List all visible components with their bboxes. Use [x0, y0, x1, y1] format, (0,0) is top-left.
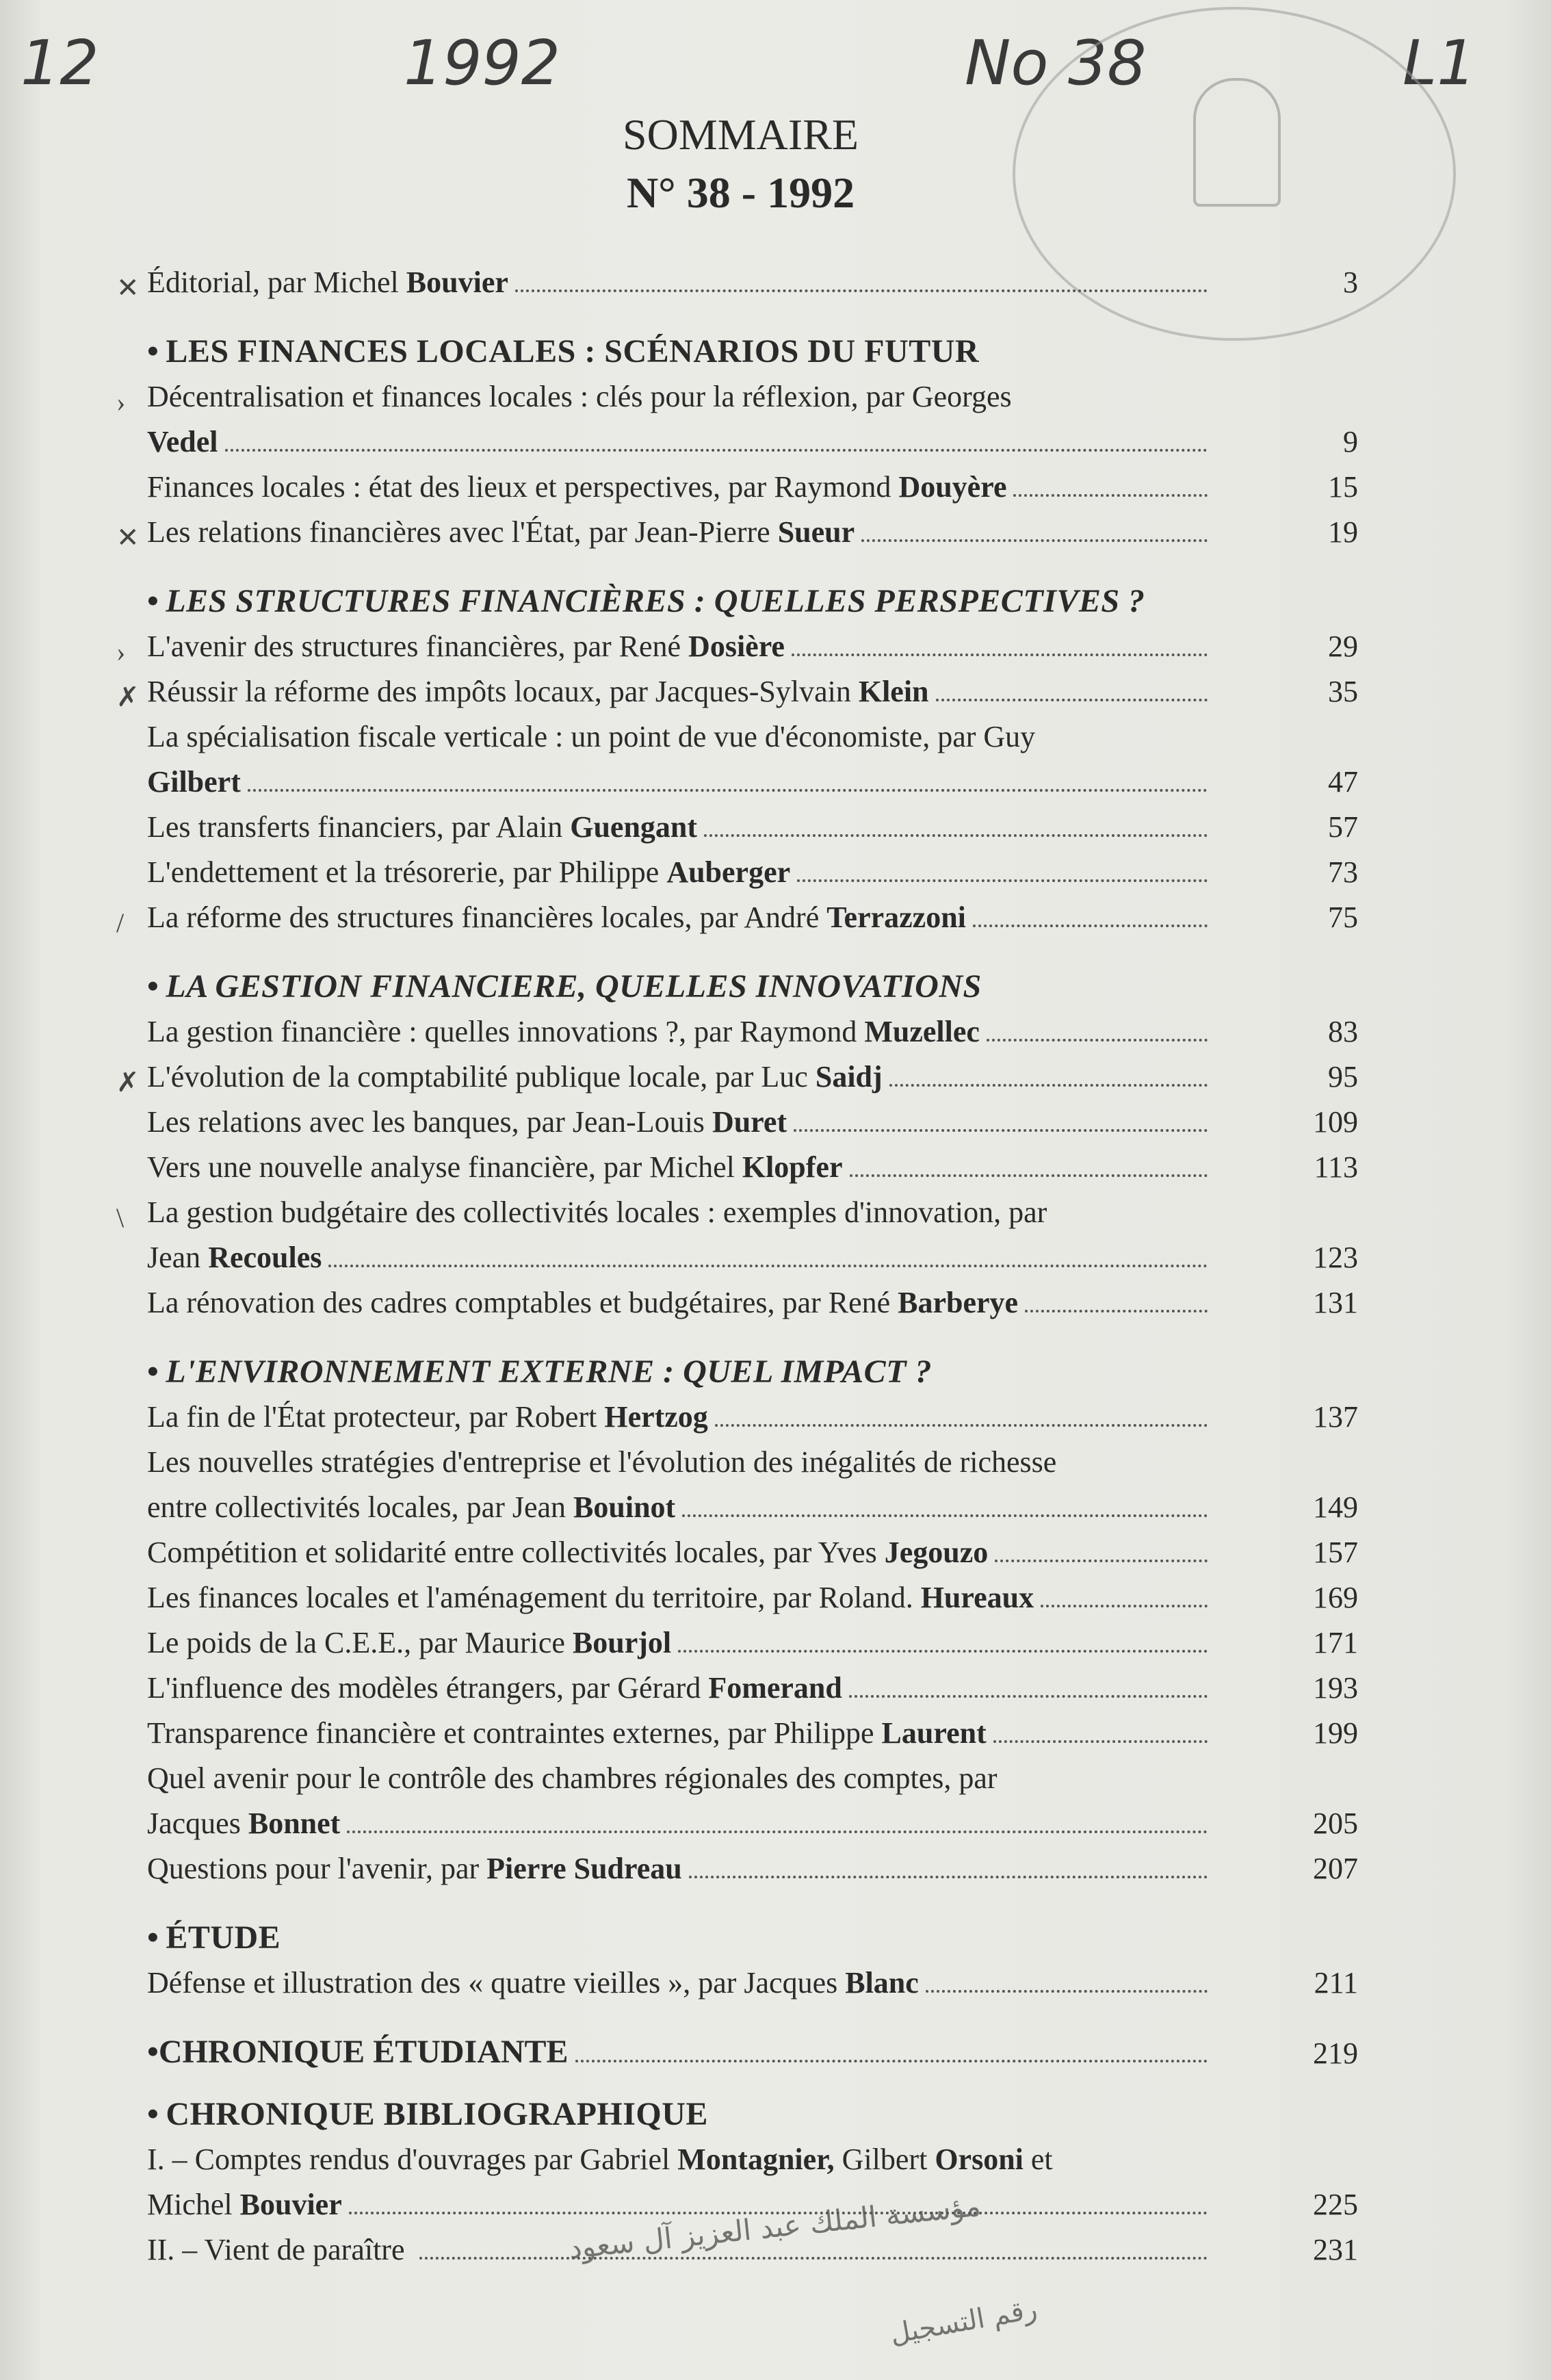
entry-author: Terrazzoni: [826, 901, 966, 934]
entry-page: 35: [1328, 675, 1358, 708]
entry-page: 109: [1313, 1105, 1358, 1139]
check-mark: ›: [116, 387, 126, 417]
entry-page: 113: [1314, 1150, 1358, 1184]
toc-entry: [147, 1100, 1358, 1145]
entry-author: Pierre Sudreau: [486, 1852, 682, 1885]
issue-number: N° 38 - 1992: [626, 168, 855, 217]
toc-entry: [147, 1009, 1358, 1055]
entry-author: Jegouzo: [884, 1536, 989, 1569]
page-title: SOMMAIRE: [623, 110, 859, 159]
toc-entry: [116, 895, 1358, 940]
toc-entry: [116, 374, 1358, 465]
toc-entry: [147, 850, 1358, 895]
entry-author: Douyère: [898, 470, 1007, 504]
entry-page: 171: [1313, 1626, 1358, 1659]
entry-page: 137: [1313, 1400, 1358, 1434]
entry-page: 19: [1328, 515, 1358, 549]
toc-entry: [147, 1440, 1358, 1530]
entry-page: 47: [1328, 765, 1358, 799]
section-heading: • ÉTUDE: [147, 1919, 281, 1956]
entry-title: Les relations avec les banques, par Jean-Louis: [147, 1105, 712, 1139]
entry-page: 15: [1328, 470, 1358, 504]
entry-page: 211: [1314, 1966, 1358, 2000]
toc-entry: [147, 1620, 1358, 1666]
entry-page: 225: [1313, 2188, 1358, 2221]
toc-entry: I. – Comptes rendus d'ouvrages par Gabriel Montagnier, Gilbert Orsoni et Michel Bouvier 225: [147, 2137, 1358, 2227]
entry-page: 219: [1313, 2036, 1358, 2070]
entry-author: Vedel: [147, 425, 218, 458]
entry-title: La réforme des structures financières locales, par André: [147, 901, 827, 934]
toc-entry: [116, 1190, 1358, 1280]
entry-page: 157: [1313, 1536, 1358, 1569]
section-chronique-bibliographique: • CHRONIQUE BIBLIOGRAPHIQUE: [147, 2096, 708, 2132]
entry-title: La rénovation des cadres comptables et budgétaires, par René: [147, 1286, 898, 1319]
handwritten-index: 12: [21, 27, 99, 99]
entry-title: Décentralisation et finances locales : clés pour la réflexion, par Georges: [147, 380, 1012, 413]
section-heading: • L'ENVIRONNEMENT EXTERNE : QUEL IMPACT ?: [147, 1354, 932, 1390]
check-mark: \: [116, 1202, 125, 1233]
sections-container: [116, 333, 1358, 2006]
handwritten-number: No 38: [965, 27, 1147, 99]
toc-entry: [147, 1711, 1358, 1756]
entry-title: Éditorial, par Michel: [147, 266, 406, 299]
toc-entry: [147, 1756, 1358, 1846]
toc-entry: [147, 1280, 1358, 1325]
entry-page: 207: [1313, 1852, 1358, 1885]
check-mark: ›: [116, 636, 126, 667]
check-mark: ✕: [116, 272, 140, 303]
entry-author: Klopfer: [742, 1150, 843, 1184]
entry-author: Laurent: [881, 1716, 987, 1750]
entry-title: L'avenir des structures financières, par René: [147, 630, 689, 663]
entry-page: 199: [1313, 1716, 1358, 1750]
entry-author: Recoules: [208, 1241, 322, 1274]
entry-author: Duret: [712, 1105, 787, 1139]
toc-entry: [116, 1055, 1358, 1100]
check-mark: /: [116, 907, 125, 938]
entry-author: Guengant: [570, 810, 698, 844]
toc-entry: [147, 1395, 1358, 1440]
toc-entry: [147, 805, 1358, 850]
entry-page: 29: [1328, 630, 1358, 663]
entry-title: La fin de l'État protecteur, par Robert: [147, 1400, 605, 1434]
section-chronique-etudiante: • CHRONIQUE ÉTUDIANTE 219: [147, 2034, 1358, 2070]
toc-entry: [116, 669, 1358, 714]
toc-entry: [116, 624, 1358, 669]
entry-page: 95: [1328, 1060, 1358, 1094]
entry-author: Gilbert: [147, 765, 241, 799]
entry-author: Fomerand: [708, 1671, 842, 1705]
toc-entry: [147, 714, 1358, 805]
entry-author: Bonnet: [248, 1807, 341, 1840]
entry-title: Questions pour l'avenir, par: [147, 1852, 487, 1885]
entry-page: 123: [1313, 1241, 1358, 1274]
entry-title: Les relations financières avec l'État, par Jean-Pierre: [147, 515, 778, 549]
entry-title: Quel avenir pour le contrôle des chambres régionales des comptes, par: [147, 1761, 998, 1795]
section-title: CHRONIQUE ÉTUDIANTE: [158, 2034, 569, 2070]
entry-title: L'évolution de la comptabilité publique locale, par Luc: [147, 1060, 816, 1094]
entry-title: Finances locales : état des lieux et perspectives, par Raymond: [147, 470, 899, 504]
entry-author: Hureaux: [920, 1581, 1034, 1614]
toc-entry: [147, 1575, 1358, 1620]
entry-title: Les nouvelles stratégies d'entreprise et l'évolution des inégalités de richesse: [147, 1445, 1057, 1479]
check-mark: ✗: [116, 1067, 140, 1098]
entry-page: 231: [1313, 2233, 1358, 2266]
entry-title: L'influence des modèles étrangers, par Gérard: [147, 1671, 709, 1705]
handwritten-arabic-stamp: مؤسسة الملك عبد العزيز آل سعود: [567, 2188, 982, 2266]
toc-entry: [147, 1666, 1358, 1711]
check-mark: ✗: [116, 682, 140, 712]
entry-page: 75: [1328, 901, 1358, 934]
entry-author: Sueur: [777, 515, 855, 549]
entry-title: Défense et illustration des « quatre vieilles », par Jacques: [147, 1966, 846, 2000]
entry-page: 205: [1313, 1807, 1358, 1840]
entry-title: Jean: [147, 1241, 209, 1274]
section-title: L'ENVIRONNEMENT EXTERNE : QUEL IMPACT ?: [166, 1354, 932, 1390]
entry-title: Jacques: [147, 1807, 248, 1840]
section-title: ÉTUDE: [166, 1919, 281, 1956]
toc-entry: [147, 1145, 1358, 1190]
entry-title: La spécialisation fiscale verticale : un point de vue d'économiste, par Guy: [147, 720, 1036, 753]
entry-author: Saidj: [815, 1060, 883, 1094]
toc-entry: II. – Vient de paraître 231: [147, 2227, 1358, 2273]
entry-page: 193: [1313, 1671, 1358, 1705]
entry-page: 131: [1313, 1286, 1358, 1319]
toc-entry: [147, 1530, 1358, 1575]
entry-author: Dosière: [688, 630, 785, 663]
toc-entry: [147, 1961, 1358, 2006]
section-heading: • LA GESTION FINANCIERE, QUELLES INNOVATIONS: [147, 968, 982, 1005]
table-of-contents: [116, 260, 1358, 2273]
handwritten-year: 1992: [404, 27, 561, 99]
entry-author: Muzellec: [864, 1015, 980, 1048]
entry-page: 9: [1343, 425, 1358, 458]
entry-title: Les finances locales et l'aménagement du territoire, par Roland.: [147, 1581, 921, 1614]
toc-entry: [147, 1846, 1358, 1891]
entry-title: Le poids de la C.E.E., par Maurice: [147, 1626, 573, 1659]
entry-author: Bouvier: [406, 266, 508, 299]
section-heading: • LES STRUCTURES FINANCIÈRES : QUELLES PERSPECTIVES ?: [147, 583, 1145, 619]
entry-author: Klein: [858, 675, 929, 708]
entry-page: 149: [1313, 1490, 1358, 1524]
entry-title: Transparence financière et contraintes externes, par Philippe: [147, 1716, 882, 1750]
toc-entry: [116, 510, 1358, 555]
toc-entry-editorial: [116, 260, 1358, 305]
entry-title: L'endettement et la trésorerie, par Philippe: [147, 855, 667, 889]
entry-title: Vers une nouvelle analyse financière, par Michel: [147, 1150, 742, 1184]
entry-page: 83: [1328, 1015, 1358, 1048]
toc-entry: [147, 465, 1358, 510]
entry-author: Bourjol: [572, 1626, 672, 1659]
entry-page: 73: [1328, 855, 1358, 889]
entry-title: Compétition et solidarité entre collectivités locales, par Yves: [147, 1536, 885, 1569]
entry-page: 3: [1343, 266, 1358, 299]
entry-author: Hertzog: [604, 1400, 708, 1434]
entry-page: 169: [1313, 1581, 1358, 1614]
handwritten-code: L1: [1403, 27, 1476, 99]
section-title: LA GESTION FINANCIERE, QUELLES INNOVATIONS: [166, 968, 982, 1005]
entry-author: Barberye: [898, 1286, 1019, 1319]
entry-title: Réussir la réforme des impôts locaux, par Jacques-Sylvain: [147, 675, 859, 708]
entry-title: entre collectivités locales, par Jean: [147, 1490, 574, 1524]
entry-title: Les transferts financiers, par Alain: [147, 810, 571, 844]
check-mark: ✕: [116, 522, 140, 553]
section-title: LES STRUCTURES FINANCIÈRES : QUELLES PERSPECTIVES ?: [166, 583, 1145, 619]
section-title: LES FINANCES LOCALES : SCÉNARIOS DU FUTUR: [166, 333, 980, 370]
entry-page: 57: [1328, 810, 1358, 844]
entry-title: La gestion financière : quelles innovations ?, par Raymond: [147, 1015, 865, 1048]
entry-author: Blanc: [845, 1966, 919, 2000]
entry-author: Bouinot: [573, 1490, 676, 1524]
entry-title: La gestion budgétaire des collectivités locales : exemples d'innovation, par: [147, 1195, 1047, 1229]
section-heading: • LES FINANCES LOCALES : SCÉNARIOS DU FUTUR: [147, 333, 980, 370]
entry-author: Auberger: [666, 855, 791, 889]
section-title: CHRONIQUE BIBLIOGRAPHIQUE: [166, 2096, 708, 2132]
handwritten-registration: رقم التسجيل: [887, 2293, 1040, 2351]
